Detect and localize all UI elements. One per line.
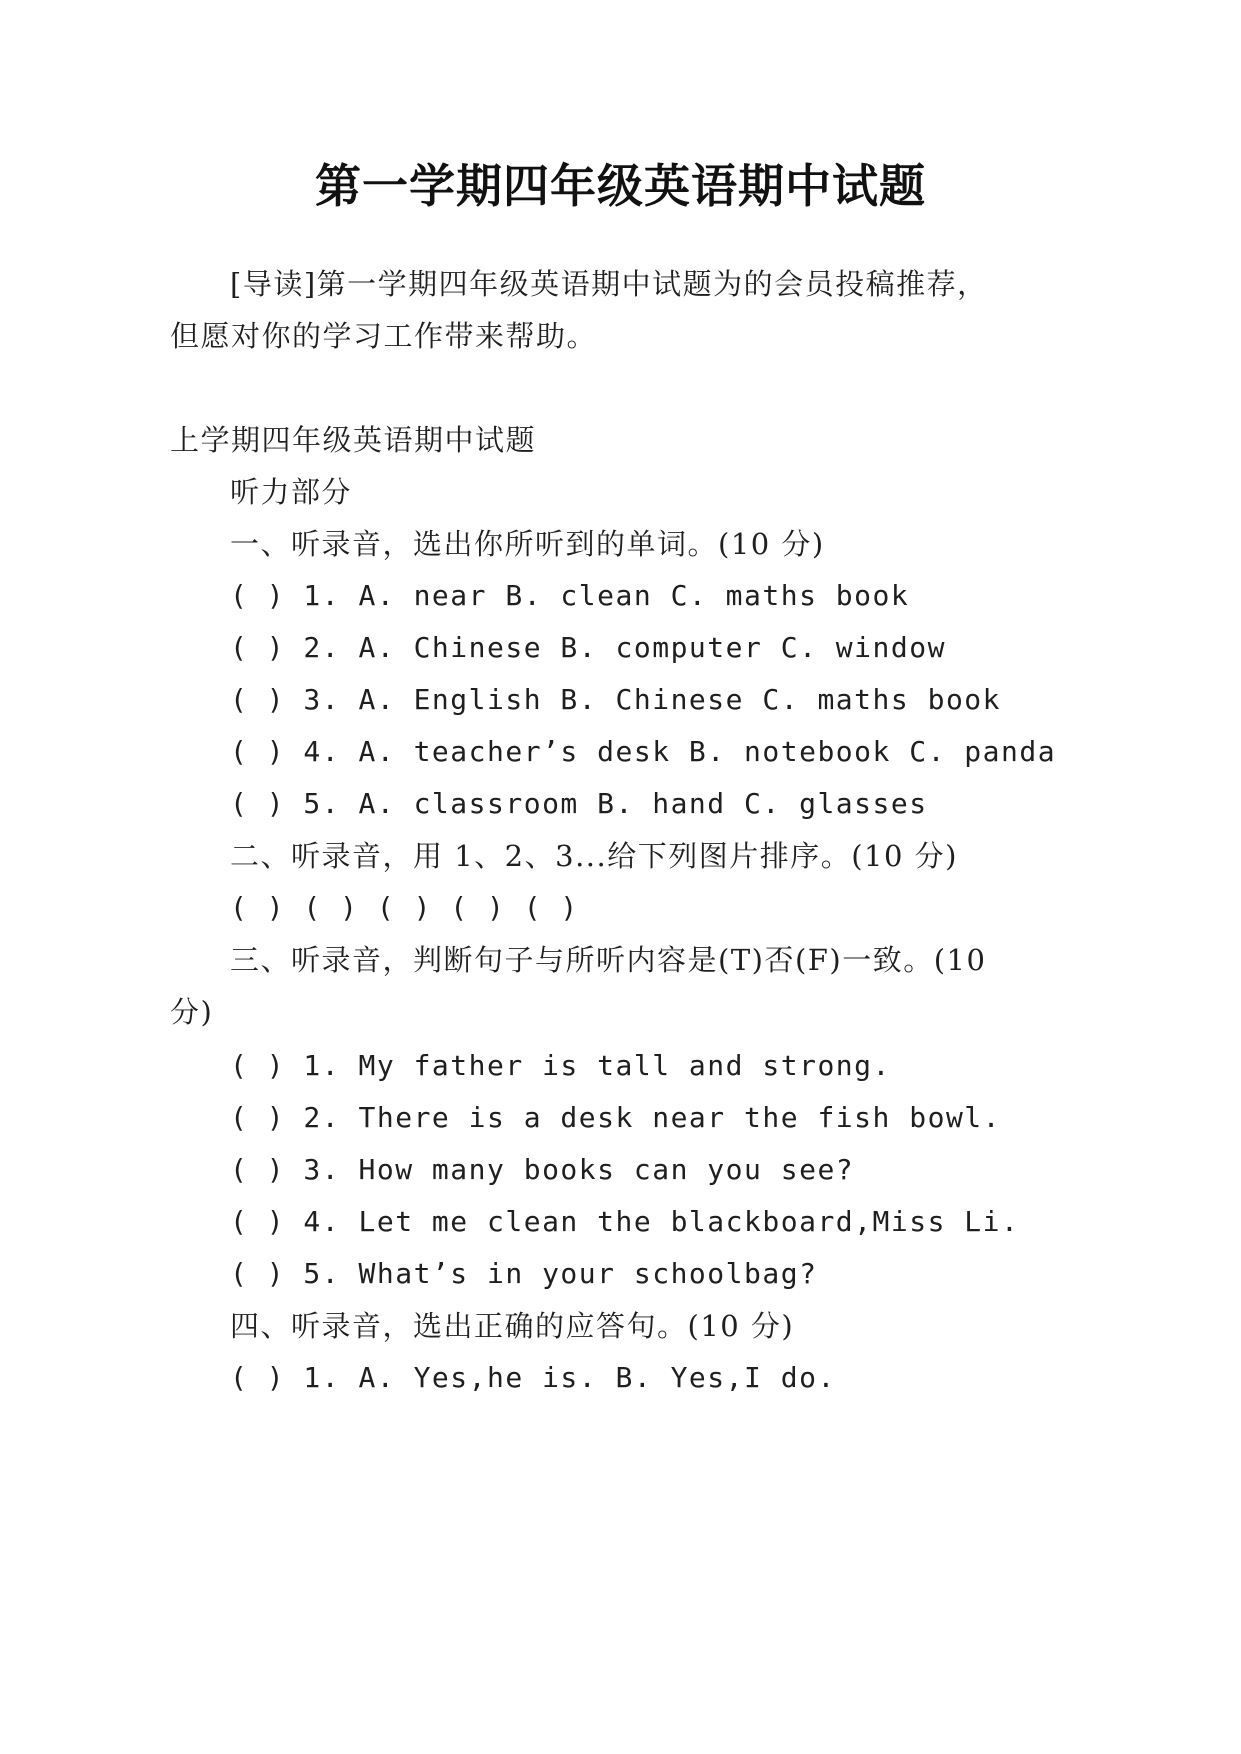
q1-item-2: ( ) 2. A. Chinese B. computer C. window: [230, 631, 946, 664]
subtitle: 上学期四年级英语期中试题: [170, 423, 537, 457]
document-title: 第一学期四年级英语期中试题: [315, 159, 926, 213]
q3-item-1: ( ) 1. My father is tall and strong.: [230, 1049, 891, 1082]
q1-item-3: ( ) 3. A. English B. Chinese C. maths book: [230, 683, 1002, 716]
q4-heading: 四、听录音，选出正确的应答句。(10 分): [230, 1309, 795, 1343]
q1-heading: 一、听录音，选出你所听到的单词。(10 分): [230, 527, 825, 561]
q1-item-4: ( ) 4. A. teacher’s desk B. notebook C. panda: [230, 735, 1057, 768]
q3-heading-line-1: 三、听录音，判断句子与所听内容是(T)否(F)一致。(10: [230, 943, 987, 977]
q3-item-4: ( ) 4. Let me clean the blackboard,Miss Li.: [230, 1205, 1020, 1238]
q1-item-5: ( ) 5. A. classroom B. hand C. glasses: [230, 787, 928, 820]
q4-item-1: ( ) 1. A. Yes,he is. B. Yes,I do.: [230, 1361, 836, 1394]
section-listening: 听力部分: [230, 475, 353, 509]
q3-item-3: ( ) 3. How many books can you see?: [230, 1153, 855, 1186]
q3-item-5: ( ) 5. What’s in your schoolbag?: [230, 1257, 818, 1290]
q2-blanks: ( ) ( ) ( ) ( ) ( ): [230, 891, 579, 924]
q1-item-1: ( ) 1. A. near B. clean C. maths book: [230, 579, 910, 612]
intro-line-2: 但愿对你的学习工作带来帮助。: [170, 319, 598, 353]
q3-heading-line-2: 分): [170, 995, 214, 1029]
q3-item-2: ( ) 2. There is a desk near the fish bowl.: [230, 1101, 1002, 1134]
q2-heading: 二、听录音，用 1、2、3...给下列图片排序。(10 分): [230, 839, 958, 873]
intro-line-1: [导读]第一学期四年级英语期中试题为的会员投稿推荐，: [230, 267, 988, 301]
